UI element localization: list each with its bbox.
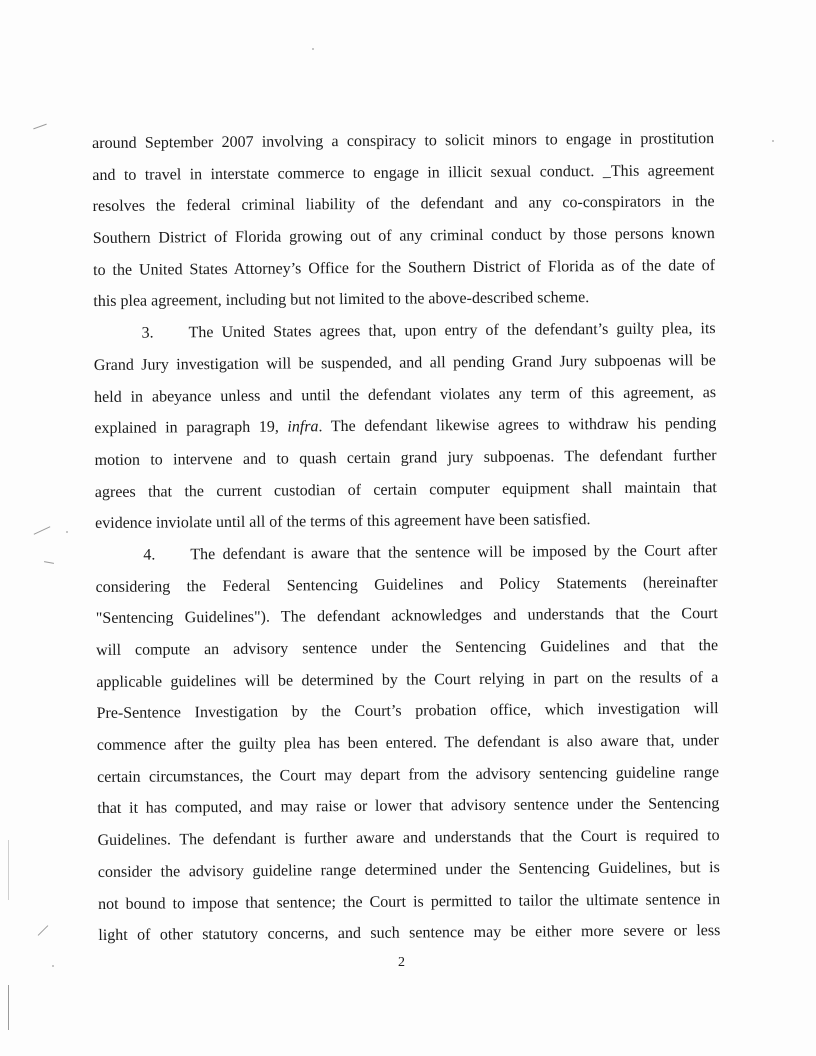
text-line: resolves the federal criminal liability of the defendant and any co-conspirators in the — [92, 193, 715, 216]
scan-mark — [44, 561, 54, 564]
text-line: Southern District of Florida growing out of any criminal conduct by those persons known — [92, 225, 715, 248]
text-line: certain circumstances, the Court may depart from the advisory sentencing guideline range — [97, 763, 720, 786]
scan-mark — [34, 526, 51, 535]
text-line: to the United States Attorney’s Office for the Southern District of Florida as of the date of — [93, 256, 716, 279]
text-line: agrees that the current custodian of certain computer equipment shall maintain that — [94, 478, 717, 501]
text-line: will compute an advisory sentence under the Sentencing Guidelines and that the — [96, 637, 719, 659]
text-line: held in abeyance unless and until the defendant violates any term of this agreement, as — [94, 383, 717, 406]
text-line: evidence inviolate until all of the terms of this agreement have been satisfied. — [95, 511, 591, 533]
text-segment: . The defendant likewise agrees to withdraw his pending — [318, 415, 717, 436]
paragraph-number: 4. — [143, 546, 156, 564]
scan-dot — [52, 965, 54, 967]
text-line: Guidelines. The defendant is further aware and understands that the Court is required to — [97, 827, 720, 850]
text-line: consider the advisory guideline range determined under the Sentencing Guidelines, but is — [97, 858, 720, 881]
text-line: that it has computed, and may raise or lower that advisory sentence under the Sentencing — [97, 795, 720, 818]
text-line: not bound to impose that sentence; the Court is permitted to tailor the ultimate sentence in — [98, 890, 721, 913]
text-line: The defendant is aware that the sentence will be imposed by the Court after — [190, 542, 718, 564]
scan-edge — [8, 840, 9, 900]
text-line: considering the Federal Sentencing Guidelines and Policy Statements (hereinafter — [95, 573, 718, 596]
scan-mark — [33, 124, 46, 130]
text-line: this plea agreement, including but not limited to the above-described scheme. — [93, 289, 590, 311]
text-line: "Sentencing Guidelines"). The defendant acknowledges and understands that the Court — [95, 605, 718, 628]
scan-edge — [8, 985, 9, 1030]
text-line: Grand Jury investigation will be suspended, and all pending Grand Jury subpoenas will be — [93, 351, 716, 374]
paragraph-3-first-line — [93, 313, 715, 350]
page-number: 2 — [398, 955, 405, 970]
paragraph-number: 3. — [141, 324, 154, 342]
text-line: commence after the guilty plea has been entered. The defendant is also aware that, under — [96, 732, 719, 755]
text-line: light of other statutory concerns, and such sentence may be either more severe or less — [98, 922, 721, 945]
text-line: Pre-Sentence Investigation by the Court’s probation office, which investigation will — [96, 700, 719, 723]
document-body — [92, 123, 720, 952]
text-line: and to travel in interstate commerce to engage in illicit sexual conduct. _This agreement — [92, 161, 715, 184]
paragraph-4-first-line — [95, 535, 717, 572]
text-line: around September 2007 involving a conspiracy to solicit minors to engage in prostitution — [92, 130, 715, 152]
text-line: motion to intervene and to quash certain grand jury subpoenas. The defendant further — [94, 446, 717, 469]
scan-dot — [312, 48, 314, 50]
text-segment: explained in paragraph 19, — [94, 418, 288, 438]
scan-dot — [772, 140, 774, 142]
text-line: The United States agrees that, upon entry of the defendant’s guilty plea, its — [188, 320, 716, 342]
text-line-with-italic — [94, 408, 716, 445]
scan-mark — [38, 925, 49, 936]
italic-term: infra — [287, 418, 319, 436]
scan-dot — [66, 531, 68, 533]
text-line: applicable guidelines will be determined by the Court relying in part on the results of a — [96, 668, 719, 691]
